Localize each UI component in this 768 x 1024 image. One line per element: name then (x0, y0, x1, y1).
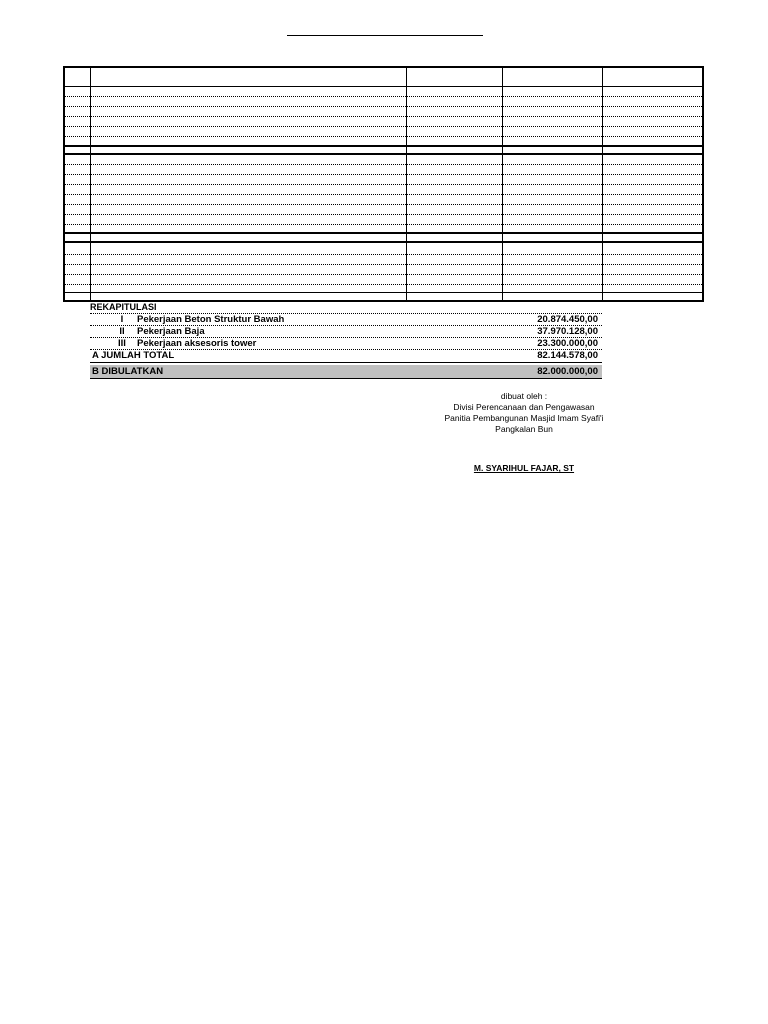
section-divider (65, 232, 702, 234)
rounded-value: 82.000.000,00 (537, 366, 598, 377)
header-row-line (65, 86, 702, 87)
recap-heading: REKAPITULASI (90, 302, 602, 314)
recap-item-description: Pekerjaan aksesoris tower (137, 338, 257, 349)
recap-item (90, 314, 602, 326)
table-row (65, 106, 702, 107)
section-divider (65, 241, 702, 243)
rounded-row (90, 365, 602, 379)
recap-item-value: 20.874.450,00 (537, 314, 598, 325)
table-row (65, 214, 702, 215)
recap-item-number: II (119, 326, 125, 337)
section-divider (65, 145, 702, 147)
table-row (65, 284, 702, 285)
table-row (65, 254, 702, 255)
table-row (65, 116, 702, 117)
recap-item (90, 338, 602, 350)
recap-item-description: Pekerjaan Baja (137, 326, 205, 337)
title-underline (287, 35, 483, 36)
table-row (65, 136, 702, 137)
cost-table-grid (63, 66, 704, 302)
section-divider (65, 153, 702, 155)
recap-item (90, 326, 602, 338)
committee-name: Panitia Pembangunan Masjid Imam Syafi'i (444, 413, 604, 423)
signer-name: M. SYARIHUL FAJAR, ST (473, 463, 575, 473)
total-value: 82.144.578,00 (537, 350, 598, 361)
division-name: Divisi Perencanaan dan Pengawasan (453, 402, 595, 412)
recap-item-description: Pekerjaan Beton Struktur Bawah (137, 314, 285, 325)
table-row (65, 224, 702, 225)
total-row (90, 350, 602, 363)
table-row (65, 204, 702, 205)
table-row (65, 174, 702, 175)
recap-item-value: 23.300.000,00 (537, 338, 598, 349)
table-row (65, 194, 702, 195)
table-row (65, 274, 702, 275)
recap-item-number: I (120, 314, 124, 325)
recap-item-number: III (118, 338, 126, 349)
table-bottom-line (65, 292, 702, 293)
made-by-label: dibuat oleh : (500, 391, 548, 401)
table-row (65, 164, 702, 165)
table-row (65, 184, 702, 185)
place-name: Pangkalan Bun (495, 424, 553, 434)
recap-item-value: 37.970.128,00 (537, 326, 598, 337)
table-row (65, 126, 702, 127)
table-row (65, 264, 702, 265)
total-label: A JUMLAH TOTAL (92, 350, 175, 361)
recap-section (90, 302, 602, 379)
table-row (65, 96, 702, 97)
rounded-label: B DIBULATKAN (92, 366, 164, 377)
